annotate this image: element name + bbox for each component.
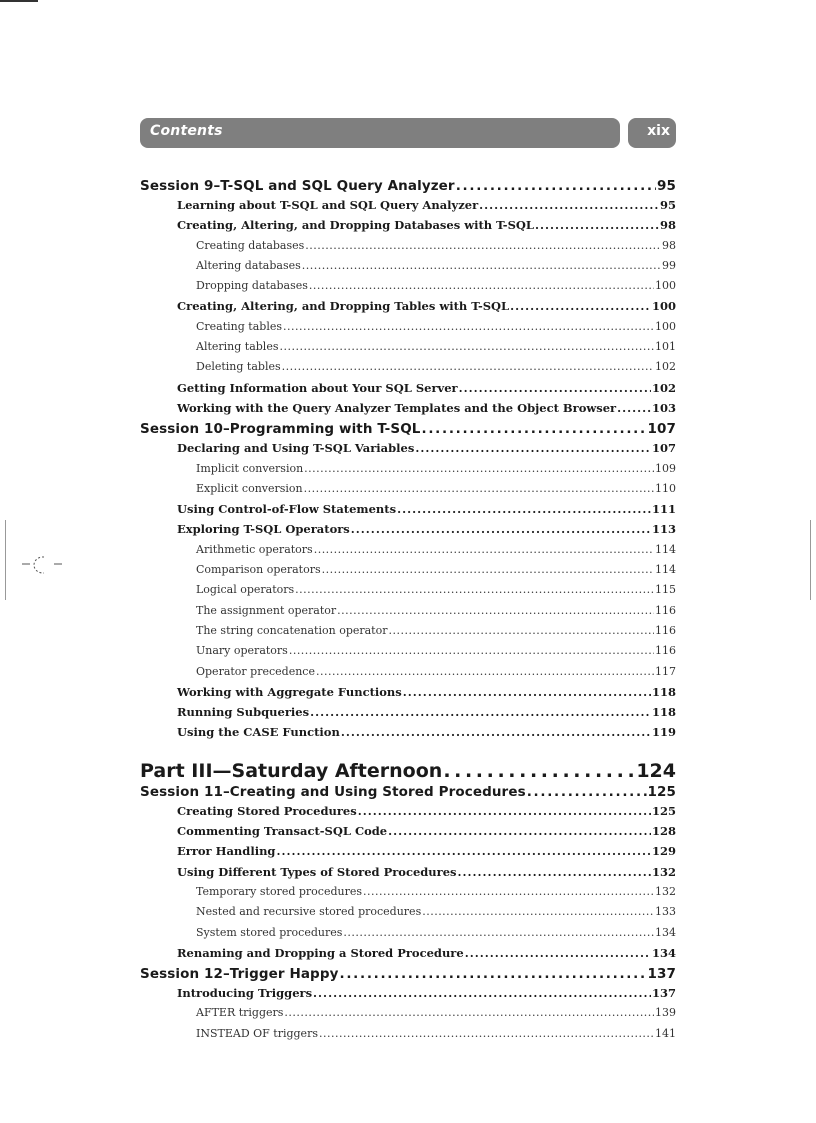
toc-entry-section [140, 946, 676, 966]
toc-entry-sub [140, 1006, 676, 1026]
toc-entry-page: 118 [651, 684, 676, 699]
dot-leader [310, 705, 651, 719]
toc-entry-title: Session 10–Programming with T-SQL [140, 421, 421, 438]
dot-leader [284, 1006, 654, 1019]
dot-leader [389, 624, 655, 637]
dot-leader [343, 926, 654, 939]
toc-entry-title: Creating databases [196, 238, 305, 252]
toc-entry-page: 98 [662, 238, 676, 252]
toc-entry-title: Declaring and Using T-SQL Variables [177, 441, 415, 456]
dot-leader [337, 604, 654, 617]
toc-entry-section [140, 804, 676, 824]
toc-entry-section [140, 381, 676, 401]
toc-entry-section [140, 218, 676, 238]
toc-entry-page: 110 [655, 481, 676, 495]
toc-entry-title: Altering databases [196, 258, 301, 272]
dot-leader [443, 760, 635, 782]
toc-entry-page: 109 [655, 461, 676, 475]
dot-leader [305, 239, 661, 252]
dot-leader [363, 885, 654, 898]
toc-entry-title: Arithmetic operators [196, 542, 313, 556]
dot-leader [479, 198, 659, 212]
dot-leader [319, 1027, 654, 1040]
toc-entry-section [140, 502, 676, 522]
dot-leader [403, 685, 651, 699]
dot-leader [397, 502, 651, 516]
toc-entry-page: 116 [655, 603, 676, 617]
dot-leader [322, 563, 654, 576]
dot-leader [282, 360, 654, 373]
toc-entry-title: Renaming and Dropping a Stored Procedure [177, 945, 464, 960]
dot-leader [510, 299, 651, 313]
dot-leader [415, 441, 651, 455]
toc-entry-title: Introducing Triggers [177, 986, 313, 1001]
toc-entry-section [140, 441, 676, 461]
toc-entry-session [140, 966, 676, 986]
toc-entry-page: 124 [636, 759, 676, 782]
toc-entry-sub [140, 604, 676, 624]
running-header [140, 118, 676, 148]
page-number-box [628, 118, 676, 148]
toc-entry-page: 111 [651, 502, 676, 517]
toc-entry-title: Comparison operators [196, 563, 321, 577]
toc-entry-page: 116 [655, 644, 676, 658]
toc-entry-page: 132 [655, 884, 676, 898]
toc-entry-title: The assignment operator [196, 603, 337, 617]
toc-entry-page: 118 [651, 705, 676, 720]
toc-entry-page: 132 [651, 864, 676, 879]
toc-entry-page: 125 [647, 783, 676, 800]
toc-entry-page: 134 [651, 945, 676, 960]
toc-entry-sub [140, 320, 676, 340]
right-margin-line [810, 520, 811, 600]
dot-leader [304, 462, 654, 475]
toc-entry-sub [140, 259, 676, 279]
dot-leader [458, 865, 651, 879]
toc-entry-title: Dropping databases [196, 279, 308, 293]
toc-entry-page: 100 [651, 299, 676, 314]
dot-leader [388, 824, 651, 838]
toc-entry-sub [140, 885, 676, 905]
toc-entry-section [140, 401, 676, 421]
toc-entry-title: System stored procedures [196, 925, 343, 939]
toc-entry-sub [140, 279, 676, 299]
toc-entry-page: 133 [655, 905, 676, 919]
toc-entry-sub [140, 239, 676, 259]
toc-entry-title: Using Control-of-Flow Statements [177, 502, 397, 517]
dot-leader [309, 279, 654, 292]
dot-leader [302, 259, 661, 272]
toc-entry-title: Exploring T-SQL Operators [177, 522, 350, 537]
toc-entry-sub [140, 543, 676, 563]
toc-entry-session [140, 421, 676, 441]
toc-entry-sub [140, 624, 676, 644]
toc-entry-section [140, 865, 676, 885]
dot-leader [316, 665, 654, 678]
toc-entry-sub [140, 1027, 676, 1047]
dot-leader [527, 784, 647, 800]
toc-entry-page: 119 [651, 725, 676, 740]
dot-leader [351, 522, 651, 536]
toc-entry-page: 95 [659, 198, 676, 212]
toc-entry-page: 107 [647, 421, 676, 438]
toc-entry-page: 116 [655, 623, 676, 637]
dot-leader [341, 725, 651, 739]
toc-entry-title: Session 11–Creating and Using Stored Procedures [140, 783, 526, 800]
dot-leader [422, 421, 647, 437]
toc-entry-page: 103 [651, 400, 676, 415]
toc-entry-title: Operator precedence [196, 664, 315, 678]
toc-entry-title: Using Different Types of Stored Procedures [177, 864, 457, 879]
toc-entry-title: Creating, Altering, and Dropping Databases with T-SQL [177, 218, 534, 233]
dot-leader [289, 644, 654, 657]
toc-entry-page: 107 [651, 441, 676, 456]
toc-entry-title: Working with Aggregate Functions [177, 684, 402, 699]
toc-entry-title: The string concatenation operator [196, 623, 388, 637]
dot-leader [340, 966, 647, 982]
toc-entry-section [140, 299, 676, 319]
toc-entry-sub [140, 583, 676, 603]
toc-entry-section [140, 522, 676, 542]
toc-entry-page: 128 [651, 824, 676, 839]
toc-entry-title: Deleting tables [196, 360, 281, 374]
toc-entry-session [140, 178, 676, 198]
toc-entry-title: Creating, Altering, and Dropping Tables with T-SQL [177, 299, 510, 314]
toc-entry-page: 102 [655, 360, 676, 374]
dot-leader [358, 804, 651, 818]
toc-entry-page: 98 [659, 218, 676, 233]
header-title: Contents [150, 123, 223, 139]
toc-entry-section [140, 844, 676, 864]
page-number: xix [647, 123, 670, 139]
crop-mark-icon [0, 553, 72, 577]
toc-entry-sub [140, 462, 676, 482]
header-bar [140, 118, 620, 148]
dot-leader [459, 381, 651, 395]
toc-entry-page: 114 [655, 542, 676, 556]
toc-entry-section [140, 725, 676, 745]
dot-leader [313, 986, 651, 1000]
dot-leader [276, 844, 651, 858]
toc-entry-title: Error Handling [177, 844, 276, 859]
toc-entry-page: 100 [655, 279, 676, 293]
toc-entry-page: 101 [655, 340, 676, 354]
toc-entry-page: 139 [655, 1006, 676, 1020]
toc-entry-title: Part III—Saturday Afternoon [140, 759, 443, 782]
toc-entry-title: Running Subqueries [177, 705, 310, 720]
toc-entry-sub [140, 665, 676, 685]
toc-entry-title: Logical operators [196, 583, 295, 597]
dot-leader [304, 482, 654, 495]
toc-entry-sub [140, 563, 676, 583]
toc-entry-title: Commenting Transact-SQL Code [177, 824, 388, 839]
dot-leader [283, 320, 654, 333]
toc-entry-title: Unary operators [196, 644, 288, 658]
toc-entry-page: 102 [651, 380, 676, 395]
toc-entry-page: 134 [655, 925, 676, 939]
toc-entry-page: 129 [651, 844, 676, 859]
toc-entry-section [140, 986, 676, 1006]
toc-entry-title: AFTER triggers [196, 1006, 284, 1020]
toc-entry-title: Altering tables [196, 340, 279, 354]
dot-leader [535, 218, 659, 232]
dot-leader [314, 543, 654, 556]
toc-entry-title: Creating tables [196, 319, 282, 333]
toc-entry-title: Temporary stored procedures [196, 884, 362, 898]
toc-entry-title: Using the CASE Function [177, 725, 340, 740]
toc-entry-title: Implicit conversion [196, 461, 304, 475]
toc-entry-section [140, 685, 676, 705]
toc-entry-title: Session 9–T-SQL and SQL Query Analyzer [140, 178, 455, 194]
toc-entry-title: INSTEAD OF triggers [196, 1026, 318, 1040]
toc-entry-page: 141 [655, 1026, 676, 1040]
toc-entry-sub [140, 926, 676, 946]
toc-entry-part [140, 746, 676, 784]
toc-entry-page: 95 [657, 178, 676, 194]
dot-leader [465, 946, 651, 960]
toc-entry-title: Getting Information about Your SQL Server [177, 380, 458, 395]
dot-leader [279, 340, 654, 353]
toc-entry-title: Working with the Query Analyzer Templates and the Object Browser [177, 400, 617, 415]
toc-entry-page: 100 [655, 319, 676, 333]
toc-entry-page: 114 [655, 563, 676, 577]
toc-entry-title: Explicit conversion [196, 481, 303, 495]
toc-entry-page: 137 [647, 966, 676, 983]
toc-entry-section [140, 705, 676, 725]
left-margin-line [5, 520, 6, 600]
toc-entry-sub [140, 905, 676, 925]
toc-entry-section [140, 198, 676, 218]
toc-entry-sub [140, 340, 676, 360]
toc-entry-sub [140, 644, 676, 664]
dot-leader [617, 401, 651, 415]
toc-entry-page: 115 [655, 583, 676, 597]
toc-entry-title: Creating Stored Procedures [177, 803, 357, 818]
dot-leader [456, 178, 656, 194]
toc-entry-page: 117 [655, 664, 676, 678]
toc-entry-page: 137 [651, 986, 676, 1001]
toc-entry-page: 99 [662, 258, 676, 272]
toc-entry-title: Learning about T-SQL and SQL Query Analyzer [177, 198, 479, 212]
toc-entry-session [140, 784, 676, 804]
corner-crop-mark [0, 0, 38, 2]
toc-entry-title: Session 12–Trigger Happy [140, 966, 339, 983]
dot-leader [422, 905, 654, 918]
toc-entry-sub [140, 482, 676, 502]
toc-entry-page: 125 [651, 803, 676, 818]
toc-entry-page: 113 [651, 522, 676, 537]
toc-entry-section [140, 824, 676, 844]
dot-leader [295, 583, 654, 596]
toc-entry-title: Nested and recursive stored procedures [196, 905, 422, 919]
toc-entry-sub [140, 360, 676, 380]
table-of-contents [140, 178, 676, 1047]
